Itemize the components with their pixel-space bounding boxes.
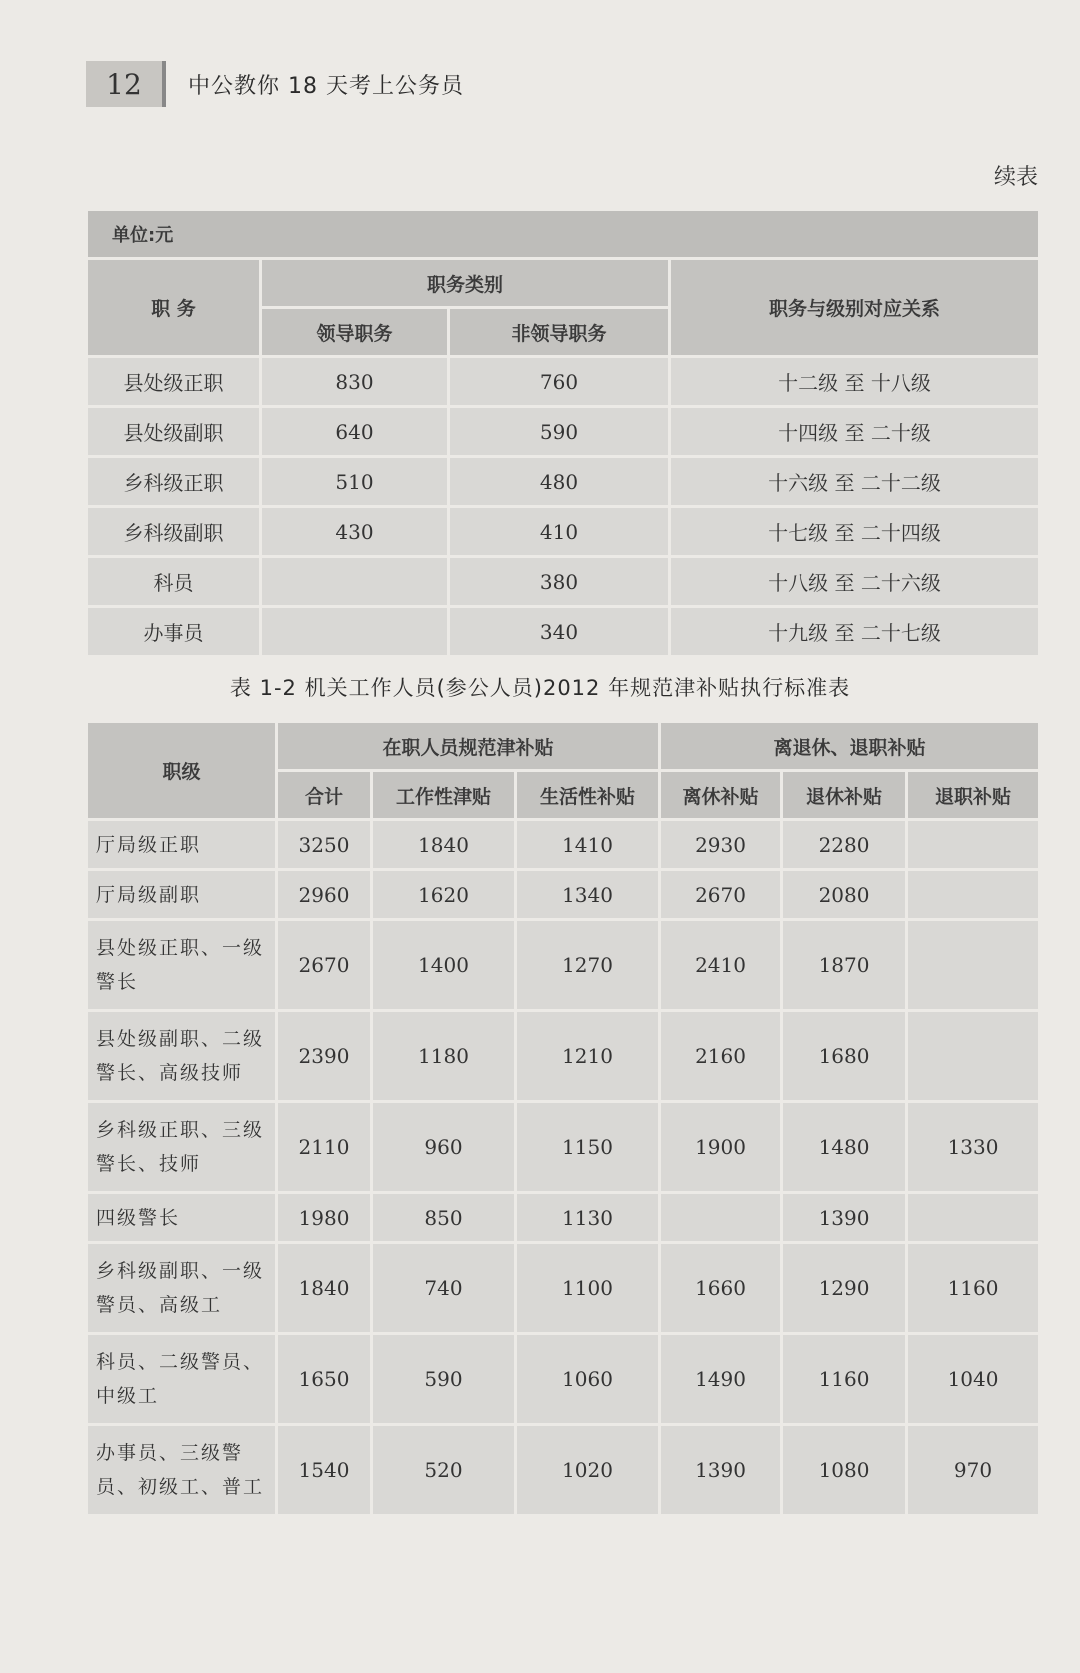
table-cell: 510	[261, 457, 449, 507]
table-cell: 380	[449, 557, 670, 607]
table-cell: 1870	[782, 920, 907, 1011]
table-cell: 1020	[516, 1425, 660, 1516]
row-label: 县处级正职、一级警长	[87, 920, 277, 1011]
table-row	[87, 870, 1040, 920]
row-label: 科员	[87, 557, 261, 607]
row-label: 四级警长	[87, 1193, 277, 1243]
table-cell: 340	[449, 607, 670, 657]
col-category: 职务类别	[261, 259, 670, 308]
table-cell: 1650	[277, 1334, 372, 1425]
group-active: 在职人员规范津补贴	[277, 722, 660, 771]
col-work-allowance: 工作性津贴	[372, 771, 516, 820]
table-cell: 1100	[516, 1243, 660, 1334]
table-cell: 1160	[782, 1334, 907, 1425]
table-cell	[907, 920, 1040, 1011]
table-cell: 1270	[516, 920, 660, 1011]
row-label: 乡科级正职、三级警长、技师	[87, 1102, 277, 1193]
col-resignation: 退职补贴	[907, 771, 1040, 820]
table-row	[87, 1425, 1040, 1516]
table-cell: 1390	[660, 1425, 782, 1516]
table-row	[87, 407, 1040, 457]
table-cell: 1080	[782, 1425, 907, 1516]
row-label: 乡科级副职、一级警员、高级工	[87, 1243, 277, 1334]
table-cell: 740	[372, 1243, 516, 1334]
row-label: 乡科级正职	[87, 457, 261, 507]
table-row	[87, 1102, 1040, 1193]
table-cell: 1060	[516, 1334, 660, 1425]
continued-label: 续表	[993, 165, 1038, 190]
unit-label: 单位:元	[87, 210, 1040, 259]
table-cell	[660, 1193, 782, 1243]
table-cell: 1040	[907, 1334, 1040, 1425]
table-cell: 1840	[372, 820, 516, 870]
table-cell: 830	[261, 357, 449, 407]
table-cell: 2080	[782, 870, 907, 920]
table-cell: 1980	[277, 1193, 372, 1243]
table-cell: 590	[449, 407, 670, 457]
table-row	[87, 507, 1040, 557]
table-cell: 410	[449, 507, 670, 557]
table-cell: 1480	[782, 1102, 907, 1193]
table-cell	[907, 820, 1040, 870]
page-number: 12	[86, 61, 166, 107]
table-cell: 1290	[782, 1243, 907, 1334]
table-cell: 十七级 至 二十四级	[670, 507, 1040, 557]
table-cell: 十八级 至 二十六级	[670, 557, 1040, 607]
table-cell: 2670	[277, 920, 372, 1011]
table-cell: 2930	[660, 820, 782, 870]
col-retirement-special: 离休补贴	[660, 771, 782, 820]
col-living-allowance: 生活性补贴	[516, 771, 660, 820]
table-cell: 十九级 至 二十七级	[670, 607, 1040, 657]
salary-table	[85, 208, 1041, 658]
col-position: 职 务	[87, 259, 261, 357]
table-row	[87, 357, 1040, 407]
col-total: 合计	[277, 771, 372, 820]
group-retired: 离退休、退职补贴	[660, 722, 1040, 771]
table-cell: 1410	[516, 820, 660, 870]
table-cell: 760	[449, 357, 670, 407]
table-cell: 2670	[660, 870, 782, 920]
table-cell: 480	[449, 457, 670, 507]
salary-table-body	[87, 357, 1040, 657]
row-label: 办事员、三级警员、初级工、普工	[87, 1425, 277, 1516]
table-cell: 1840	[277, 1243, 372, 1334]
row-label: 办事员	[87, 607, 261, 657]
table-row	[87, 1243, 1040, 1334]
row-label: 乡科级副职	[87, 507, 261, 557]
table-cell: 1390	[782, 1193, 907, 1243]
table-cell: 十四级 至 二十级	[670, 407, 1040, 457]
table-cell: 2160	[660, 1011, 782, 1102]
col-leading: 领导职务	[261, 308, 449, 357]
table-cell: 1400	[372, 920, 516, 1011]
table-cell: 1340	[516, 870, 660, 920]
col-level: 职级	[87, 722, 277, 820]
table-cell: 1620	[372, 870, 516, 920]
table-row	[87, 1193, 1040, 1243]
table-cell: 520	[372, 1425, 516, 1516]
table-cell: 1540	[277, 1425, 372, 1516]
table-cell: 1680	[782, 1011, 907, 1102]
allowance-table	[85, 720, 1041, 1517]
col-retirement: 退休补贴	[782, 771, 907, 820]
table-row	[87, 607, 1040, 657]
col-correspondence: 职务与级别对应关系	[670, 259, 1040, 357]
row-label: 科员、二级警员、中级工	[87, 1334, 277, 1425]
table-cell: 1160	[907, 1243, 1040, 1334]
table-cell: 2960	[277, 870, 372, 920]
table-row	[87, 1334, 1040, 1425]
table-cell	[907, 1193, 1040, 1243]
table-cell: 590	[372, 1334, 516, 1425]
table-row	[87, 1011, 1040, 1102]
table-cell: 3250	[277, 820, 372, 870]
allowance-table-body	[87, 820, 1040, 1516]
table-cell: 850	[372, 1193, 516, 1243]
table-cell	[261, 607, 449, 657]
table-cell: 1130	[516, 1193, 660, 1243]
table-cell: 2280	[782, 820, 907, 870]
table-cell: 970	[907, 1425, 1040, 1516]
table-cell: 640	[261, 407, 449, 457]
page-header	[86, 58, 464, 110]
table-cell: 1180	[372, 1011, 516, 1102]
table-cell: 1330	[907, 1102, 1040, 1193]
table-cell: 十二级 至 十八级	[670, 357, 1040, 407]
row-label: 厅局级正职	[87, 820, 277, 870]
table-row	[87, 820, 1040, 870]
table-cell: 1900	[660, 1102, 782, 1193]
table-cell: 1490	[660, 1334, 782, 1425]
row-label: 县处级副职	[87, 407, 261, 457]
row-label: 县处级正职	[87, 357, 261, 407]
table-cell: 2410	[660, 920, 782, 1011]
table-cell	[907, 1011, 1040, 1102]
table-cell	[261, 557, 449, 607]
table-cell: 1210	[516, 1011, 660, 1102]
table-cell: 430	[261, 507, 449, 557]
table-cell: 960	[372, 1102, 516, 1193]
table-row	[87, 557, 1040, 607]
table-row	[87, 457, 1040, 507]
book-title: 中公教你 18 天考上公务员	[188, 73, 464, 99]
table-cell: 1150	[516, 1102, 660, 1193]
table-cell: 十六级 至 二十二级	[670, 457, 1040, 507]
table-cell: 2390	[277, 1011, 372, 1102]
table-cell: 2110	[277, 1102, 372, 1193]
col-nonleading: 非领导职务	[449, 308, 670, 357]
row-label: 县处级副职、二级警长、高级技师	[87, 1011, 277, 1102]
table-cell	[907, 870, 1040, 920]
row-label: 厅局级副职	[87, 870, 277, 920]
table-row	[87, 920, 1040, 1011]
table2-title: 表 1-2 机关工作人员(参公人员)2012 年规范津补贴执行标准表	[229, 676, 851, 700]
table-cell: 1660	[660, 1243, 782, 1334]
